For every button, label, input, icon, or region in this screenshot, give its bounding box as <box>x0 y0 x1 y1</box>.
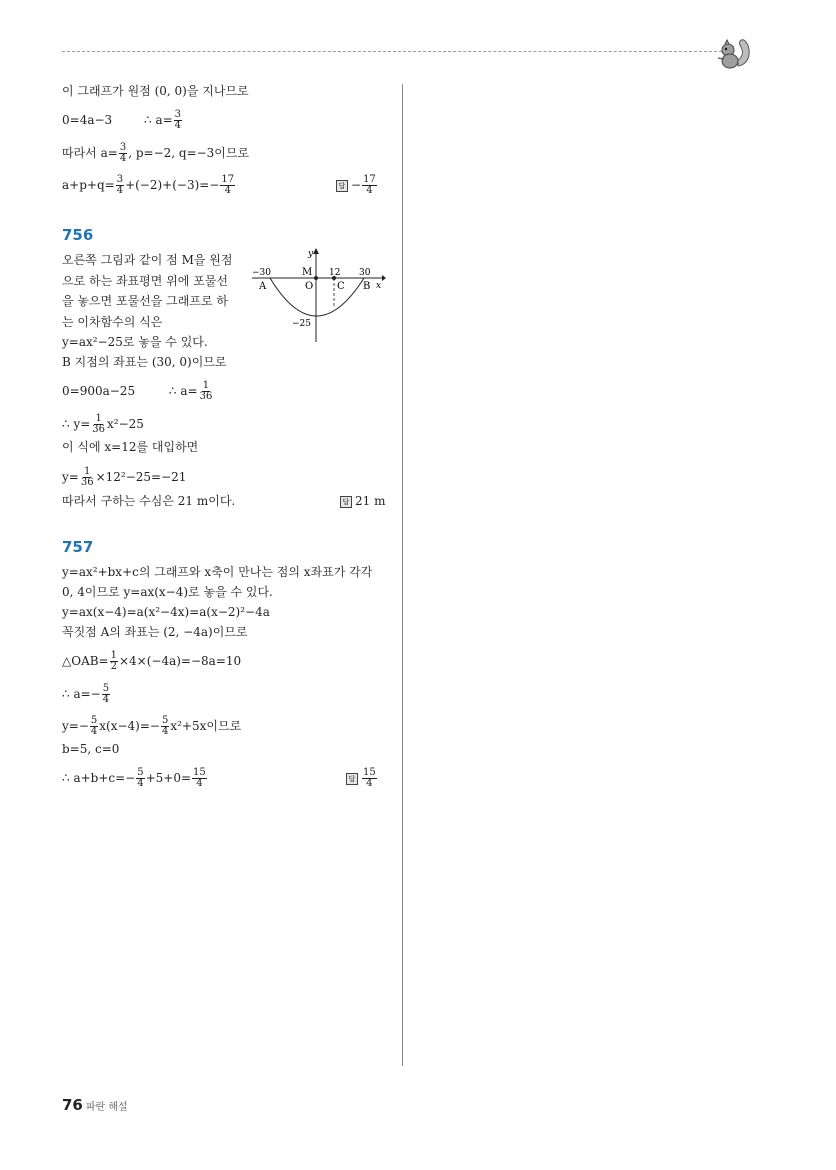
p756-answer <box>340 494 385 508</box>
p757-line-9-pre: ∴ a+b+c=− <box>62 771 136 785</box>
p756-intro-2: 으로 하는 좌표평면 위에 포물선 <box>62 274 228 288</box>
p757-line-7-mid: x(x−4)=− <box>99 719 160 733</box>
p757-line-8: b=5, c=0 <box>62 742 120 756</box>
p757-line-1: y=ax²+bx+c의 그래프와 x축이 만나는 점의 x좌표가 각각 <box>62 565 373 579</box>
label-a: A <box>259 281 267 292</box>
p756-line-sub: 이 식에 x=12를 대입하면 <box>62 440 199 454</box>
fraction-17-4: $\frac{17}{4}$ <box>221 174 235 196</box>
p756-eq1: y=ax²−25로 놓을 수 있다. <box>62 335 208 349</box>
prev-answer <box>336 175 378 196</box>
fraction-15-4: $\frac{15}{4}$ <box>363 767 376 789</box>
p756-eq3 <box>62 414 144 435</box>
page-number: 76 <box>62 1096 83 1114</box>
label-o: O <box>305 281 314 292</box>
fraction-1-36: $\frac{1}{36}$ <box>92 413 106 435</box>
answer-icon: 답 <box>346 773 358 785</box>
prev-line-3-post: , p=−2, q=−3이므로 <box>128 146 250 160</box>
prev-line-4 <box>62 175 236 196</box>
parabola-graph <box>250 248 386 346</box>
p757-line-5-post: ×4×(−4a)=−8a=10 <box>118 654 242 668</box>
problem-number-757: 757 <box>62 538 94 556</box>
p756-eq2-text: 0=900a−25 <box>62 384 136 398</box>
prev-line-3-pre: 따라서 a= <box>62 146 118 160</box>
p757-line-6 <box>62 684 111 705</box>
p757-line-7-post: x²+5x이므로 <box>170 719 242 733</box>
label-12: 12 <box>329 268 341 278</box>
p757-line-6-pre: ∴ a=− <box>62 687 101 701</box>
page-footer <box>62 1096 128 1114</box>
p756-intro-3: 을 놓으면 포물선을 그래프로 하 <box>62 294 228 308</box>
p757-line-2: 0, 4이므로 y=ax(x−4)로 놓을 수 있다. <box>62 585 273 599</box>
prev-line-2 <box>62 110 183 131</box>
answer-icon: 답 <box>340 496 352 508</box>
p757-line-7 <box>62 716 241 737</box>
point-m <box>314 276 318 280</box>
fraction-5-4: $\frac{5}{4}$ <box>90 715 98 737</box>
fraction-15-4: $\frac{15}{4}$ <box>193 767 206 789</box>
fraction-5-4: $\frac{5}{4}$ <box>137 767 144 789</box>
p756-therefore-a: ∴ a= <box>168 384 198 398</box>
y-axis-arrow <box>313 248 319 254</box>
fraction-17-4: $\frac{17}{4}$ <box>363 174 376 196</box>
label-neg25: −25 <box>292 319 311 329</box>
fraction-5-4: $\frac{5}{4}$ <box>102 683 110 705</box>
x-axis-label: x <box>376 281 382 291</box>
p757-line-4: 꼭짓점 A의 좌표는 (2, −4a)이므로 <box>62 625 248 639</box>
answer-icon: 답 <box>336 180 348 192</box>
squirrel-mascot-icon <box>716 36 752 70</box>
p757-line-9 <box>62 768 208 789</box>
fraction-5-4: $\frac{5}{4}$ <box>161 715 169 737</box>
footer-label: 파란 해설 <box>85 1102 128 1113</box>
p756-eq3-post: x²−25 <box>107 417 144 431</box>
fraction-1-36: $\frac{1}{36}$ <box>199 380 213 402</box>
label-c: C <box>337 281 345 292</box>
x-axis-arrow <box>382 275 386 281</box>
fraction-1-36: $\frac{1}{36}$ <box>80 466 94 488</box>
header-dashed-rule <box>62 51 722 52</box>
fraction-3-4: $\frac{3}{4}$ <box>116 174 124 196</box>
column-divider <box>402 84 403 1066</box>
p756-eq4-post: ×12²−25=−21 <box>95 470 187 484</box>
label-b: B <box>363 281 371 292</box>
answer-sign: − <box>351 178 362 192</box>
p756-intro-4: 는 이차함수의 식은 <box>62 315 163 329</box>
p757-line-7-pre: y=− <box>62 719 89 733</box>
p756-intro-1: 오른쪽 그림과 같이 점 M을 원점 <box>62 253 233 267</box>
p757-line-5 <box>62 651 241 672</box>
fraction-1-2: $\frac{1}{2}$ <box>110 650 117 672</box>
fraction-3-4: $\frac{3}{4}$ <box>119 142 127 164</box>
prev-line-1: 이 그래프가 원점 (0, 0)을 지나므로 <box>62 84 249 98</box>
label-30: 30 <box>359 268 371 278</box>
label-neg30: −30 <box>252 268 271 278</box>
parabola-curve <box>270 278 364 316</box>
p756-line-b: B 지점의 좌표는 (30, 0)이므로 <box>62 355 227 369</box>
p757-line-3: y=ax(x−4)=a(x²−4x)=a(x−2)²−4a <box>62 605 270 619</box>
prev-therefore: ∴ a= <box>144 113 173 127</box>
prev-line-3 <box>62 143 249 164</box>
fraction-3-4: $\frac{3}{4}$ <box>174 109 182 131</box>
p756-answer-value: 21 m <box>355 494 386 508</box>
p757-line-5-pre: △OAB= <box>62 654 109 668</box>
prev-line-4-pre: a+p+q= <box>62 178 115 192</box>
p757-line-9-mid: +5+0= <box>145 771 192 785</box>
prev-line-4-mid: +(−2)+(−3)=− <box>125 178 220 192</box>
p756-conclusion: 따라서 구하는 수심은 21 m이다. <box>62 494 236 508</box>
p756-therefore-y: ∴ y= <box>62 417 91 431</box>
p756-eq4-pre: y= <box>62 470 79 484</box>
p756-eq2 <box>62 381 214 402</box>
label-m: M <box>302 267 313 278</box>
p757-answer <box>346 768 378 789</box>
problem-number-756: 756 <box>62 226 94 244</box>
p756-eq4 <box>62 467 186 488</box>
y-axis-label: y <box>308 249 314 259</box>
prev-line-2-eq: 0=4a−3 <box>62 113 113 127</box>
